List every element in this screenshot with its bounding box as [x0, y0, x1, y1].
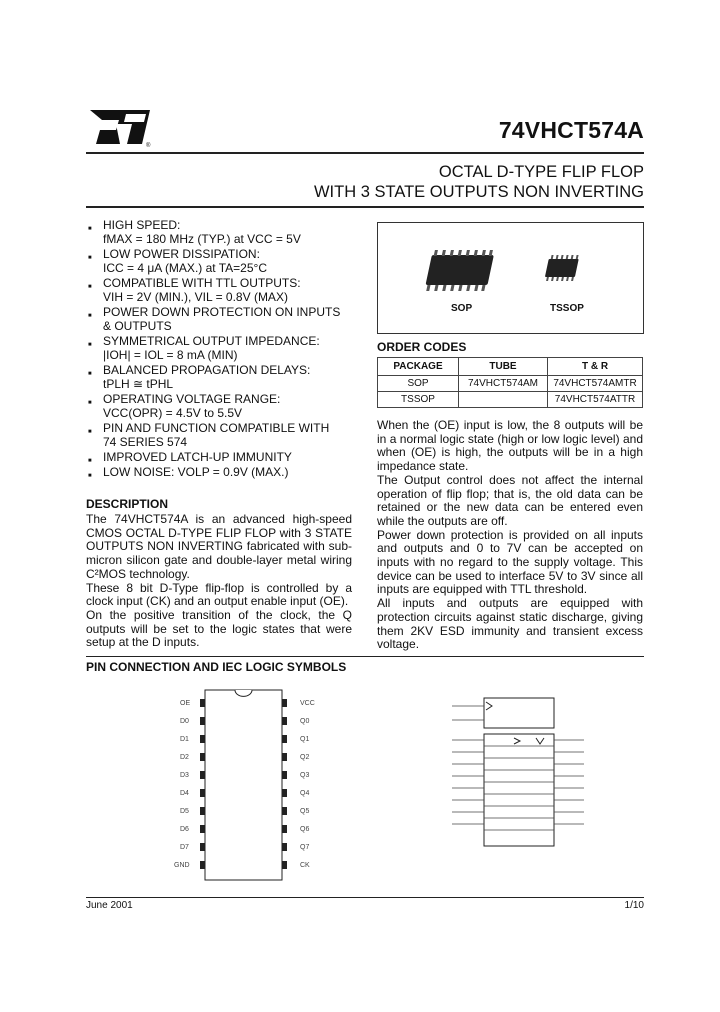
table-row — [378, 376, 643, 392]
table-header: T & R — [548, 358, 643, 376]
section-rule — [86, 656, 644, 657]
svg-text:®: ® — [146, 143, 151, 148]
pin-label-left: OE — [180, 700, 191, 707]
description-paragraph: All inputs and outputs are equipped with protection circuits against static discharge, giving them 2KV ESD immunity and transient excess voltage. — [377, 596, 643, 652]
feature-item: ■ HIGH SPEED: fMAX = 180 MHz (TYP.) at VCC = 5V — [88, 218, 301, 246]
table-header: TUBE — [459, 358, 548, 376]
pin-label-right: Q3 — [300, 772, 310, 779]
pin-label-right: Q1 — [300, 736, 310, 743]
iec-logic-symbol — [432, 694, 612, 874]
table-cell: 74VHCT574AM — [459, 376, 548, 392]
pin-connection-diagram — [160, 684, 330, 894]
st-logo — [86, 106, 154, 148]
part-number: 74VHCT574A — [498, 117, 644, 143]
page-number: 1/10 — [624, 900, 644, 911]
package-chips-icon — [378, 223, 643, 333]
description-paragraph: On the positive transition of the clock, the Q outputs will be set to the logic states that were setup at the D inputs. — [86, 607, 352, 650]
pin-label-right: CK — [300, 862, 310, 869]
feature-item: ■ LOW POWER DISSIPATION: ICC = 4 μA (MAX.) at TA=25°C — [88, 247, 267, 275]
description-paragraph: These 8 bit D-Type flip-flop is controlled by a clock input (CK) and an output enable input (OE). — [86, 580, 352, 609]
description-paragraph: When the (OE) input is low, the 8 outputs will be in a normal logic state (high or low logic level) and when (OE) is high, the outputs will be in a high impedance state. — [377, 418, 643, 474]
pin-label-left: D2 — [180, 754, 189, 761]
table-header-row — [378, 358, 643, 376]
pin-label-left: D1 — [180, 736, 189, 743]
pin-label-left: D7 — [180, 844, 189, 851]
title-rule — [86, 206, 644, 208]
pin-label-left: D6 — [180, 826, 189, 833]
package-illustration-box — [377, 222, 644, 334]
feature-item: ■ OPERATING VOLTAGE RANGE: VCC(OPR) = 4.5V to 5.5V — [88, 392, 281, 420]
description-paragraph: Power down protection is provided on all inputs and outputs and 0 to 7V can be accepted on inputs with no regard to the supply voltage. This device can be used to interface 5V to 3V since all inputs are equipped with TTL threshold. — [377, 527, 643, 597]
title-line-1: OCTAL D-TYPE FLIP FLOP — [438, 163, 644, 181]
pin-label-left: D0 — [180, 718, 189, 725]
pin-label-right: Q5 — [300, 808, 310, 815]
order-codes-table — [377, 357, 643, 408]
table-cell — [459, 392, 548, 408]
table-cell: SOP — [378, 376, 459, 392]
table-cell: 74VHCT574ATTR — [548, 392, 643, 408]
feature-item: ■ LOW NOISE: VOLP = 0.9V (MAX.) — [88, 465, 289, 479]
pin-section-heading: PIN CONNECTION AND IEC LOGIC SYMBOLS — [86, 660, 347, 674]
order-codes-heading: ORDER CODES — [377, 340, 467, 354]
feature-item: ■ SYMMETRICAL OUTPUT IMPEDANCE: |IOH| = IOL = 8 mA (MIN) — [88, 334, 320, 362]
pin-label-right: Q2 — [300, 754, 310, 761]
table-row — [378, 392, 643, 408]
title-line-2: WITH 3 STATE OUTPUTS NON INVERTING — [313, 183, 644, 201]
description-right-column — [377, 419, 643, 652]
feature-item: ■ BALANCED PROPAGATION DELAYS: tPLH ≅ tPHL — [88, 363, 311, 391]
pin-label-left: D5 — [180, 808, 189, 815]
header-rule — [86, 152, 644, 154]
pin-label-left: D3 — [180, 772, 189, 779]
table-header: PACKAGE — [378, 358, 459, 376]
feature-item: ■ POWER DOWN PROTECTION ON INPUTS & OUTPUTS — [88, 305, 341, 333]
pin-label-left: GND — [174, 862, 190, 869]
pin-label-left: D4 — [180, 790, 189, 797]
description-paragraph: The 74VHCT574A is an advanced high-speed CMOS OCTAL D-TYPE FLIP FLOP with 3 STATE OUTPUTS NON INVERTING fabricated with sub-micron silicon gate and double-layer metal wiring C²MOS technology. — [86, 512, 352, 581]
feature-item: ■ IMPROVED LATCH-UP IMMUNITY — [88, 450, 292, 464]
table-cell: 74VHCT574AMTR — [548, 376, 643, 392]
footer-rule — [86, 897, 644, 898]
feature-item: ■ PIN AND FUNCTION COMPATIBLE WITH 74 SERIES 574 — [88, 421, 330, 449]
footer-date: June 2001 — [86, 900, 133, 911]
description-heading: DESCRIPTION — [86, 497, 169, 511]
description-paragraph: The Output control does not affect the internal operation of flip flop; that is, the old data can be retained or the new data can be entered even while the outputs are off. — [377, 472, 643, 528]
description-left-column — [86, 513, 352, 650]
package-label-tssop: TSSOP — [550, 303, 584, 314]
features-list — [86, 218, 358, 480]
package-label-sop: SOP — [451, 303, 473, 314]
pin-label-right: Q7 — [300, 844, 310, 851]
pin-label-right: Q6 — [300, 826, 310, 833]
pin-label-right: VCC — [300, 700, 315, 707]
pin-label-right: Q0 — [300, 718, 310, 725]
feature-item: ■ COMPATIBLE WITH TTL OUTPUTS: VIH = 2V (MIN.), VIL = 0.8V (MAX) — [88, 276, 301, 304]
table-cell: TSSOP — [378, 392, 459, 408]
pin-label-right: Q4 — [300, 790, 310, 797]
